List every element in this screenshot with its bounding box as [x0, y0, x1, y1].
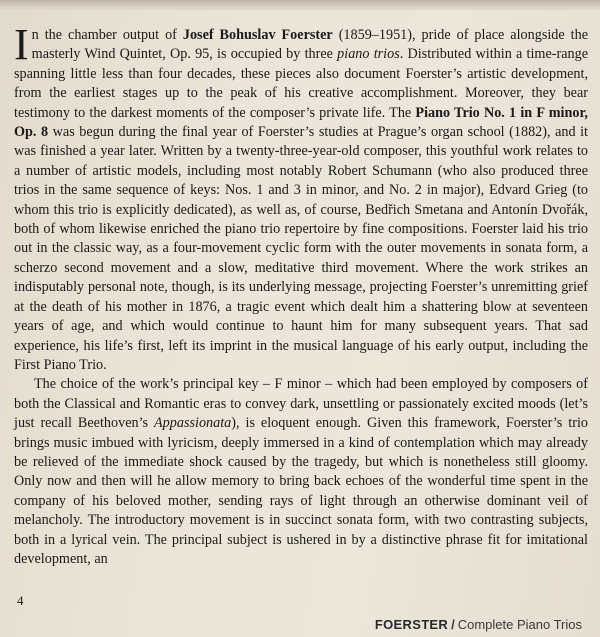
paragraph-2 — [14, 375, 588, 569]
piano-trios-term: piano trios — [337, 46, 400, 63]
appassionata-title: Appassionata — [154, 415, 232, 432]
footer-separator: / — [451, 617, 455, 632]
page-number: 4 — [17, 593, 24, 608]
paragraph-1-text: n the chamber output of — [31, 27, 183, 43]
paragraph-1 — [14, 20, 588, 375]
paragraph-1-text: was begun during the final year of Foerster’s studies at Prague’s organ school (1882), and it was finished a year later. Written by a twenty-three-year-old composer, this youthful work relates to a number of artistic models, including most notably Robert Schumann (who also produced three trios in the same sequence of keys: Nos. 1 and 3 in minor, and No. 2 in major), Edvard Grieg (to whom this trio is explicitly dedicated), as well as, of course, Bedřich Smetana and Antonín Dvořák, both of whom likewise enriched the piano trio repertoire by fine compositions. Foerster laid his trio out in the classic way, as a four-movement cyclic form with the outer movements in sonata form, a scherzo second movement and a slow, meditative third movement. Where the work strikes an indisputably personal note, though, is its underlying message, projecting Foerster’s unremitting grief at the death of his mother in 1876, a tragic event which dealt him a shattering blow at seventeen years of age, and which would continue to haunt him for many subsequent years. That sad experience, his life’s first, left its imprint in the musical language of his early output, including the First Piano Trio. — [14, 124, 588, 373]
body-text — [14, 20, 588, 569]
footer — [375, 617, 582, 632]
paragraph-2-text: ), is eloquent enough. Given this framework, Foerster’s trio brings music imbued with lyricism, deeply immersed in a kind of contemplation which may already be relieved of the immediate shock caused by the tragedy, but which is nonetheless still gloomy. Only now and then will he allow memory to bring back echoes of the wonderful time spent in the company of his beloved mother, sending rays of light through an otherwise dominant veil of melancholy. The introductory movement is in succinct sonata form, with two contrasting subjects, both in a lyrical vein. The principal subject is ushered in by a distinctive phrase fit for imitational development, an — [14, 415, 588, 567]
work-title: Piano Trio No. 1 in F minor, Op. 8 — [14, 104, 588, 141]
paragraph-2-text: The choice of the work’s principal key – F minor – which had been employed by composers of both the Classical and Romantic eras to convey dark, unsettling or passionately excited moods (let’s just recall Beethoven’s — [14, 376, 588, 432]
footer-subtitle: Complete Piano Trios — [457, 617, 582, 632]
footer-composer: FOERSTER — [374, 617, 449, 632]
page-shadow-edge — [0, 0, 600, 10]
drop-cap: I — [14, 20, 29, 69]
paragraph-1-text: (1859–1951), pride of place alongside the masterly Wind Quintet, Op. 95, is occupied by three — [31, 27, 588, 63]
paragraph-1-text: . Distributed within a time-range spanning little less than four decades, these pieces also document Foerster’s artistic development, from the earliest stages up to the peak of his creative accomplishment. Moreover, they bear testimony to the darkest moments of the composer’s private life. The — [14, 46, 588, 121]
composer-name: Josef Bohuslav Foerster — [182, 27, 333, 43]
